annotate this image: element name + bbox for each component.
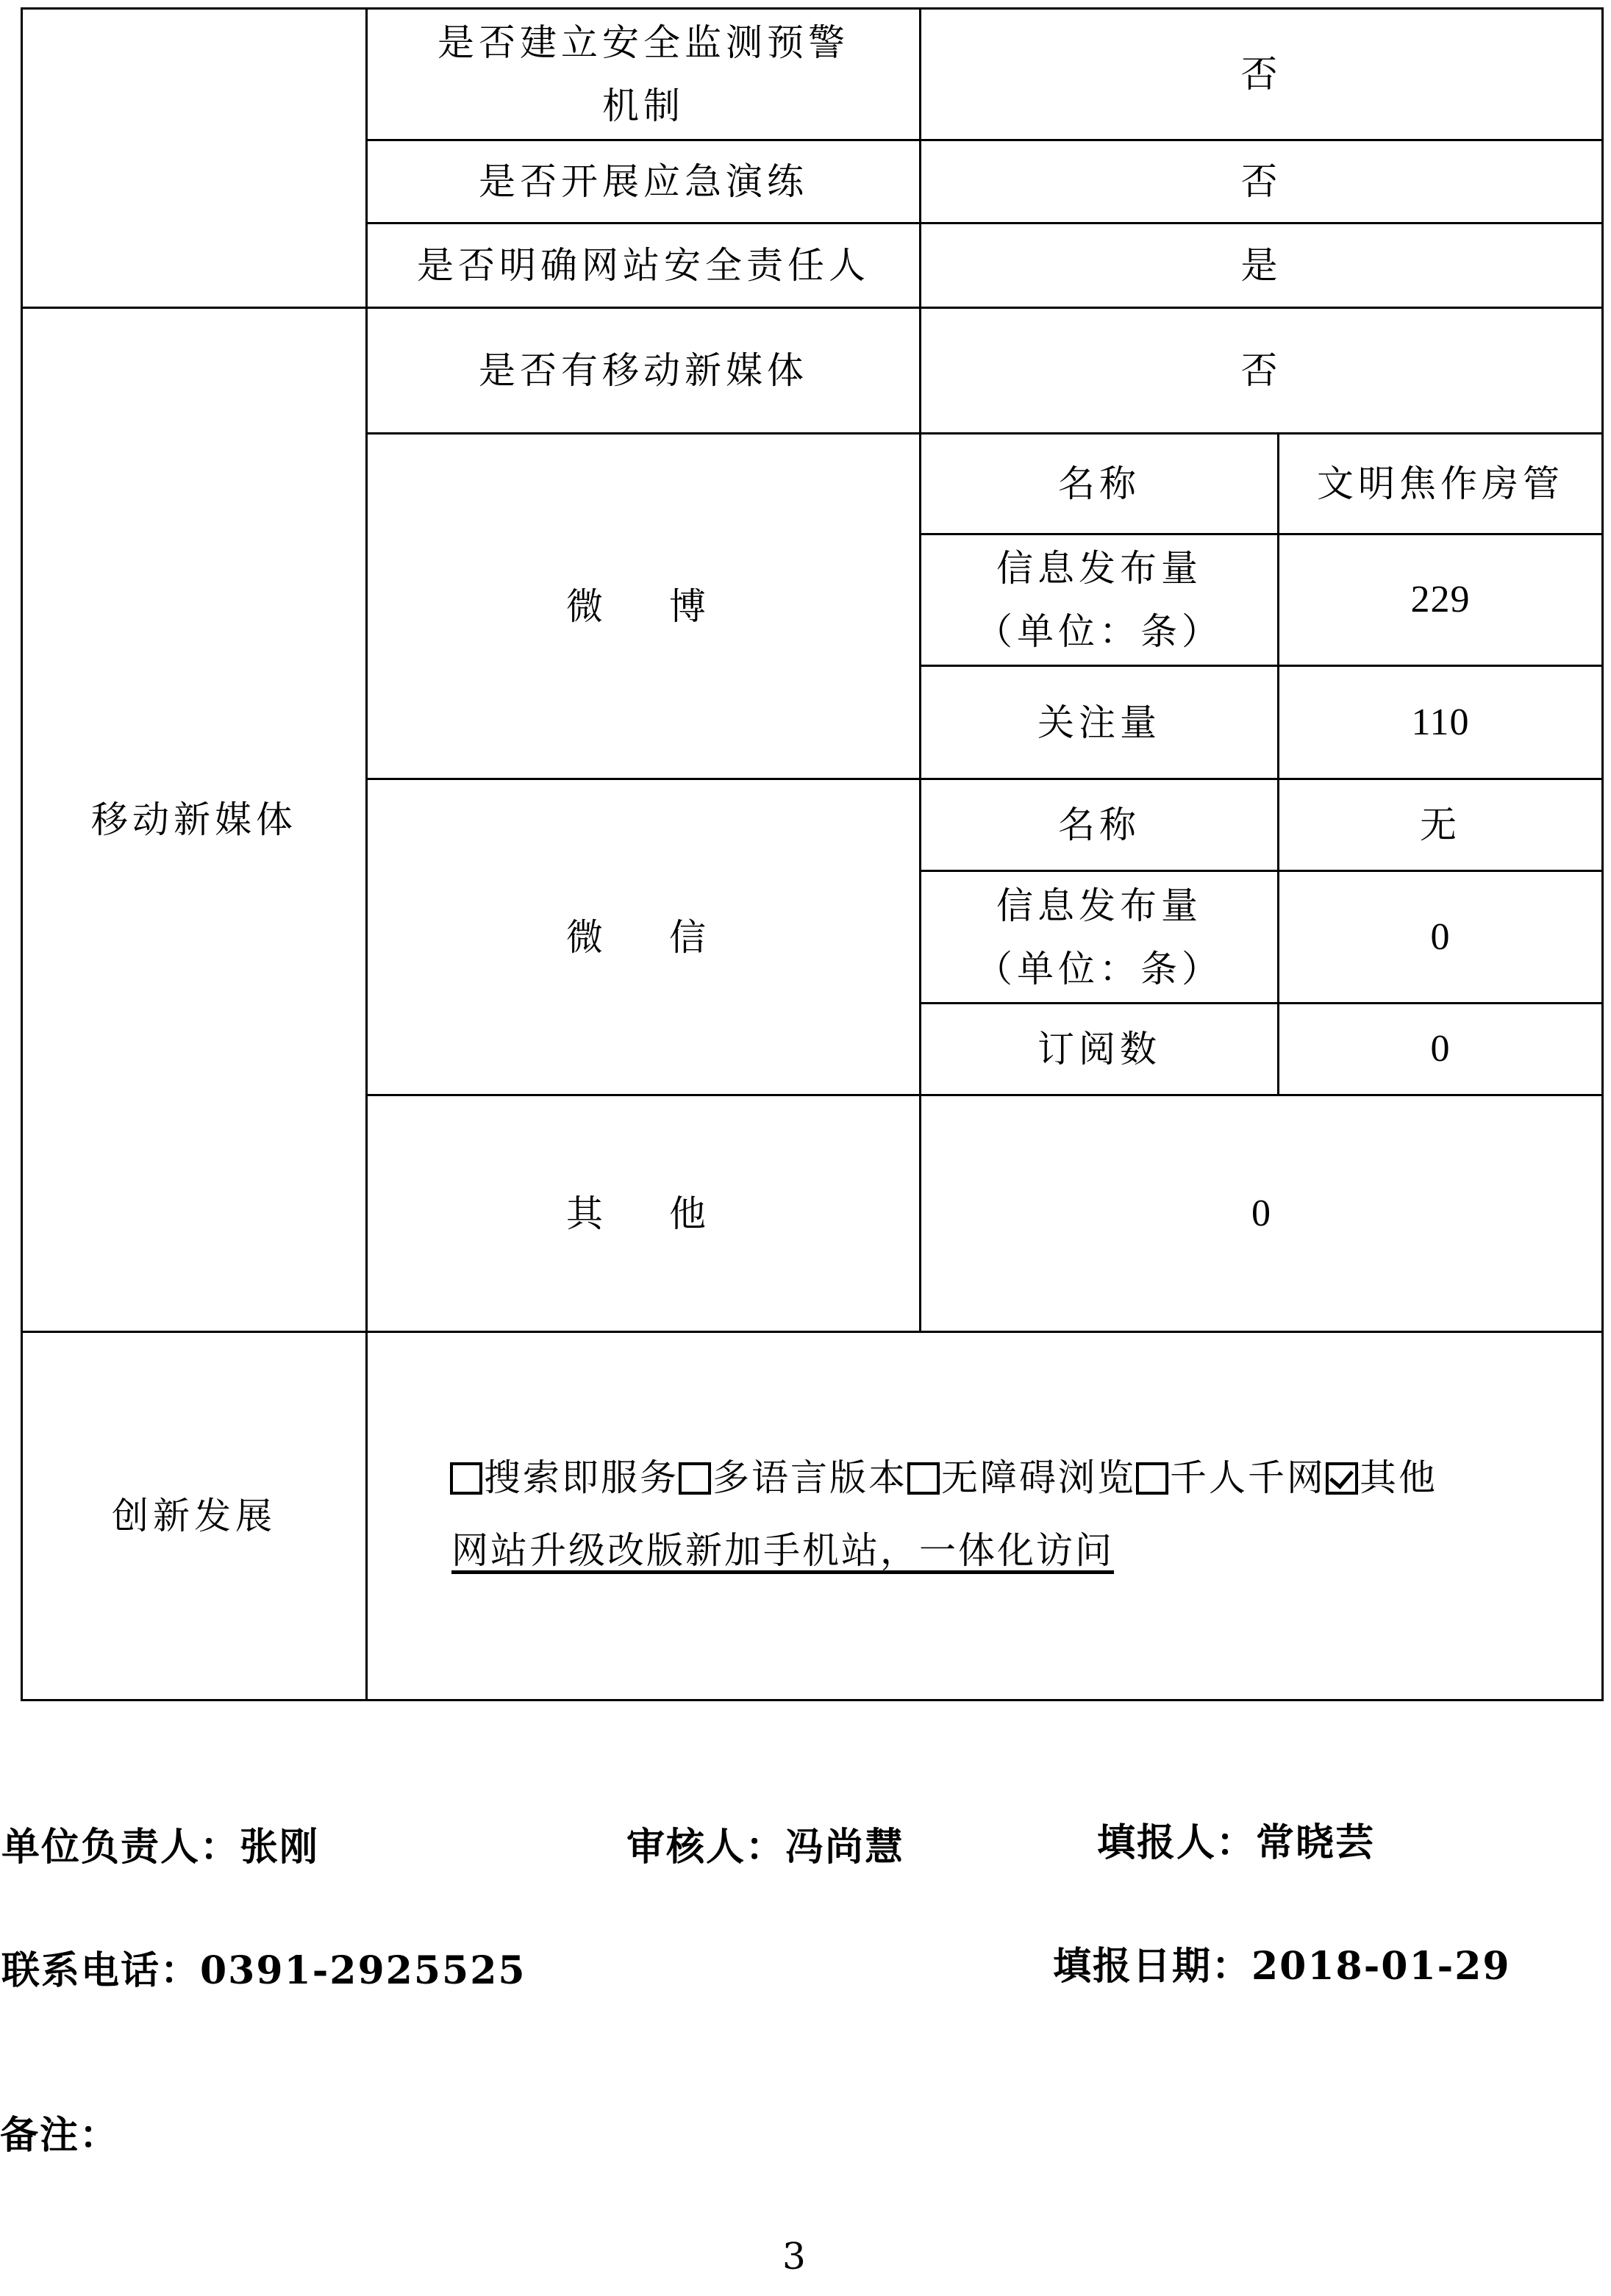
wechat-label: 微 信 <box>566 915 721 959</box>
wechat-name-label: 名称 <box>1058 804 1140 846</box>
weibo-name-label: 名称 <box>1058 462 1140 505</box>
option-other[interactable]: 其他 <box>1326 1456 1437 1499</box>
wechat-posts-value: 0 <box>1430 915 1451 958</box>
wechat-name-value: 无 <box>1420 804 1461 846</box>
weibo-followers-value: 110 <box>1411 701 1470 743</box>
checkbox-icon[interactable] <box>907 1462 940 1495</box>
other-media-value: 0 <box>1251 1192 1271 1234</box>
innovation-options <box>450 1452 1437 1503</box>
weibo-posts-label: 信息发布量 （单位：条） <box>976 547 1223 653</box>
option-accessibility[interactable]: 无障碍浏览 <box>907 1456 1136 1499</box>
innovation-section-label: 创新发展 <box>112 1495 276 1537</box>
checkbox-icon[interactable] <box>450 1462 482 1495</box>
checkbox-icon[interactable] <box>679 1462 711 1495</box>
has-mobile-media-value: 否 <box>1240 349 1282 392</box>
weibo-posts-value: 229 <box>1410 579 1471 621</box>
filler: 填报人：常晓芸 <box>1097 1820 1376 1865</box>
emergency-drill-value: 否 <box>1240 160 1282 203</box>
weibo-name-value: 文明焦作房管 <box>1317 462 1564 505</box>
report-date: 填报日期：2018-01-29 <box>1053 1944 1511 1989</box>
wechat-subscribers-value: 0 <box>1430 1028 1451 1070</box>
checkbox-icon[interactable] <box>1136 1462 1168 1495</box>
security-owner-label: 是否明确网站安全责任人 <box>417 244 870 287</box>
security-owner-value: 是 <box>1240 244 1282 287</box>
security-monitoring-value: 否 <box>1240 52 1282 96</box>
mobile-media-section-label: 移动新媒体 <box>91 798 297 841</box>
contact-phone: 联系电话：0391-2925525 <box>1 1948 526 1993</box>
remarks: 备注： <box>0 2113 120 2158</box>
option-personalized[interactable]: 千人千网 <box>1136 1456 1326 1499</box>
weibo-label: 微 博 <box>566 584 721 628</box>
checkbox-checked-icon[interactable] <box>1326 1462 1358 1495</box>
weibo-followers-label: 关注量 <box>1037 701 1161 744</box>
unit-head: 单位负责人：张刚 <box>1 1825 320 1870</box>
wechat-subscribers-label: 订阅数 <box>1037 1028 1161 1070</box>
page-number: 3 <box>782 2235 806 2278</box>
other-media-label: 其 他 <box>566 1192 721 1235</box>
option-multilingual[interactable]: 多语言版本 <box>679 1456 907 1499</box>
has-mobile-media-label: 是否有移动新媒体 <box>479 349 808 392</box>
security-monitoring-label: 是否建立安全监测预警 机制 <box>437 21 849 127</box>
emergency-drill-label: 是否开展应急演练 <box>479 160 808 203</box>
option-search-service[interactable]: 搜索即服务 <box>450 1456 679 1499</box>
innovation-other-text: 网站升级改版新加手机站，一体化访问 <box>451 1529 1114 1572</box>
reviewer: 审核人：冯尚慧 <box>626 1825 905 1870</box>
wechat-posts-label: 信息发布量 （单位：条） <box>976 884 1223 990</box>
